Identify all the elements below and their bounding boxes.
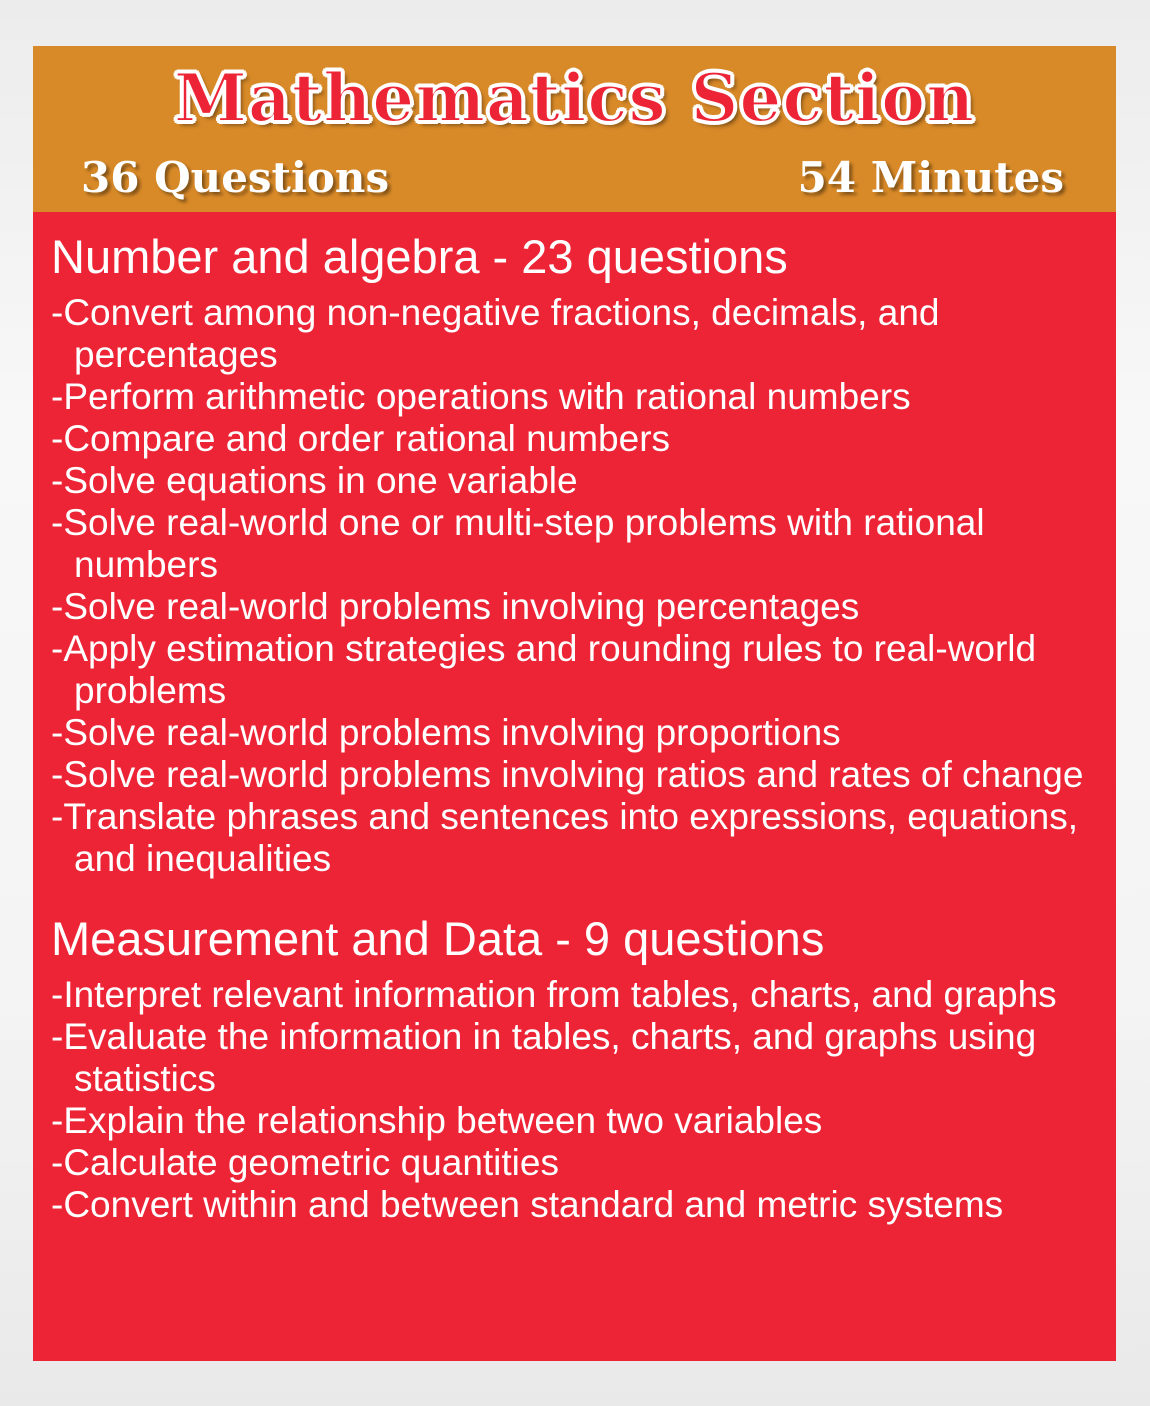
list-item: -Solve real-world problems involving percentages <box>51 586 860 627</box>
time-limit: 54 Minutes <box>797 153 1064 202</box>
list-item: -Explain the relationship between two variables <box>51 1100 823 1141</box>
topic-list <box>51 974 1101 1226</box>
page-title: Mathematics Section <box>173 59 976 137</box>
section-heading: Number and algebra - 23 questions <box>51 230 788 283</box>
section-measurement-data <box>51 908 1101 1226</box>
list-item: -Solve real-world problems involving proportions <box>51 712 841 753</box>
section-heading: Measurement and Data - 9 questions <box>51 912 825 965</box>
list-item: -Perform arithmetic operations with rational numbers <box>51 376 911 417</box>
section-number-algebra <box>51 226 1101 880</box>
topic-list <box>51 292 1101 880</box>
list-item: -Convert among non-negative fractions, decimals, and percentages <box>51 292 940 375</box>
list-item: -Solve equations in one variable <box>51 460 578 501</box>
list-item: -Calculate geometric quantities <box>51 1142 559 1183</box>
list-item: -Translate phrases and sentences into expressions, equations, and inequalities <box>51 796 1079 879</box>
header-banner <box>33 46 1116 212</box>
math-section-card <box>33 46 1116 1361</box>
list-item: -Solve real-world problems involving ratios and rates of change <box>51 754 1084 795</box>
list-item: -Compare and order rational numbers <box>51 418 671 459</box>
list-item: -Solve real-world one or multi-step problems with rational numbers <box>51 502 985 585</box>
list-item: -Convert within and between standard and metric systems <box>51 1184 1004 1225</box>
list-item: -Apply estimation strategies and rounding rules to real-world problems <box>51 628 1037 711</box>
list-item: -Interpret relevant information from tables, charts, and graphs <box>51 974 1057 1015</box>
list-item: -Evaluate the information in tables, charts, and graphs using statistics <box>51 1016 1037 1099</box>
question-count: 36 Questions <box>81 153 390 202</box>
content-area <box>51 226 1101 1226</box>
